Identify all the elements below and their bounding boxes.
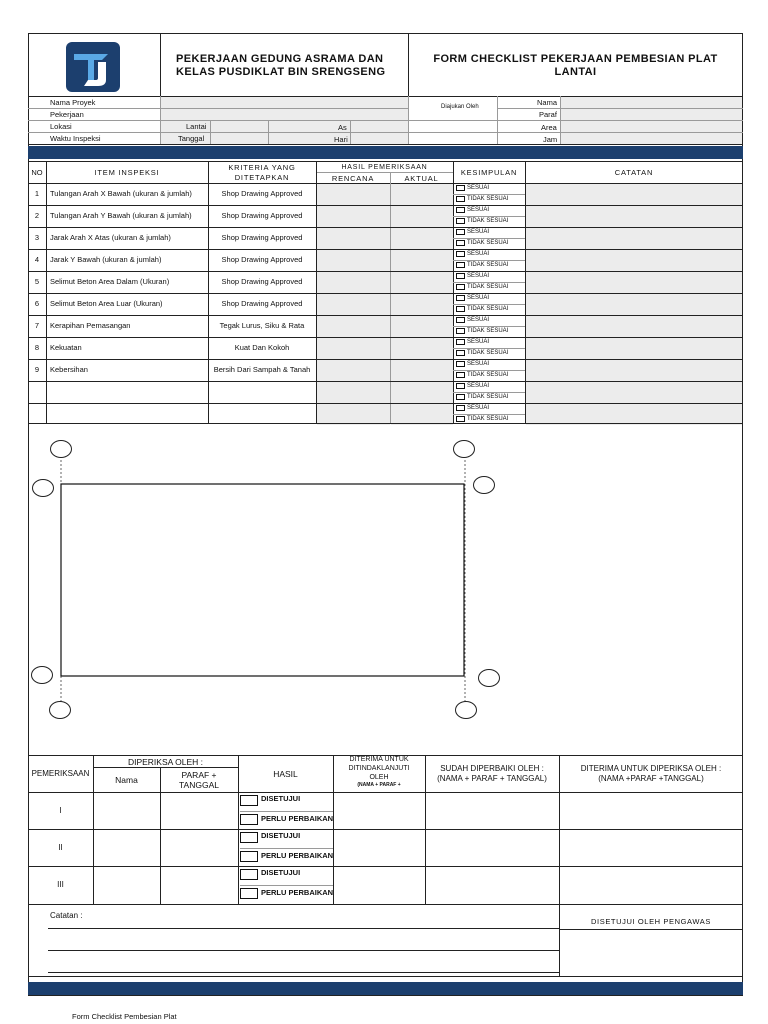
tidak-sesuai-label: TIDAK SESUAI [467, 416, 509, 422]
sesuai-checkbox[interactable] [456, 251, 465, 257]
rencana-cell [317, 360, 390, 381]
sesuai-label: SESUAI [467, 295, 490, 301]
kesimpulan-divider [453, 304, 525, 305]
header-divider-1 [160, 33, 161, 96]
grid-bubble-top-right [453, 440, 475, 458]
aktual-cell [391, 360, 453, 381]
aktual-cell [391, 382, 453, 403]
perlu-perbaikan-checkbox[interactable] [240, 814, 258, 825]
sesuai-checkbox[interactable] [456, 361, 465, 367]
catatan-cell [526, 206, 742, 227]
form-title-line2: LANTAI [554, 66, 597, 78]
sesuai-checkbox[interactable] [456, 207, 465, 213]
aktual-cell [391, 228, 453, 249]
rencana-cell [317, 382, 390, 403]
sesuai-label: SESUAI [467, 207, 490, 213]
col-catatan-header: CATATAN [614, 168, 654, 177]
perlu-perbaikan-label: PERLU PERBAIKAN [261, 814, 334, 823]
grid-bubble-right-bottom [478, 669, 500, 687]
sesuai-checkbox[interactable] [456, 405, 465, 411]
section-divider-bar [28, 146, 743, 159]
kriteria-label: Shop Drawing Approved [221, 277, 303, 286]
sesuai-checkbox[interactable] [456, 295, 465, 301]
row-number: 5 [34, 277, 40, 286]
pemeriksaan-round-label: II [58, 843, 63, 852]
kriteria-label: Shop Drawing Approved [221, 255, 303, 264]
kriteria-label: Shop Drawing Approved [221, 299, 303, 308]
kriteria-label: Bersih Dari Sampah & Tanah [213, 365, 311, 374]
kesimpulan-divider [453, 414, 525, 415]
disetujui-checkbox[interactable] [240, 832, 258, 843]
perlu-perbaikan-checkbox[interactable] [240, 888, 258, 899]
kesimpulan-divider [453, 370, 525, 371]
row-number: 4 [34, 255, 40, 264]
tidak-sesuai-label: TIDAK SESUAI [467, 328, 509, 334]
catatan-cell [526, 184, 742, 205]
disetujui-checkbox[interactable] [240, 869, 258, 880]
pemeriksaan-round-label: I [59, 806, 62, 815]
label-lantai: Lantai [186, 122, 207, 131]
tidak-sesuai-checkbox[interactable] [456, 262, 465, 268]
row-divider [28, 337, 743, 338]
hasil-header: HASIL [273, 769, 298, 779]
rencana-cell [317, 338, 390, 359]
diterima-header-1: DITERIMA UNTUK [349, 756, 409, 763]
diperiksa-header-1: DITERIMA UNTUK DIPERIKSA OLEH : [580, 764, 722, 773]
item-label: Jarak Arah X Atas (ukuran & jumlah) [50, 233, 171, 242]
nama-input[interactable] [562, 98, 740, 107]
company-logo [62, 40, 124, 94]
diperiksa-header-2: (NAMA +PARAF +TANGGAL) [598, 774, 704, 783]
row-divider [28, 227, 743, 228]
sesuai-label: SESUAI [467, 273, 490, 279]
rencana-cell [317, 228, 390, 249]
label-pekerjaan: Pekerjaan [50, 110, 84, 119]
kriteria-label: Shop Drawing Approved [221, 211, 303, 220]
row-number: 8 [34, 343, 40, 352]
tidak-sesuai-label: TIDAK SESUAI [467, 394, 509, 400]
col-kriteria-header-2: DITETAPKAN [234, 173, 290, 182]
disetujui-label: DISETUJUI [261, 868, 301, 877]
tidak-sesuai-checkbox[interactable] [456, 306, 465, 312]
diterima-header-2: DITINDAKLANJUTI [348, 765, 410, 772]
nama-header: Nama [115, 775, 138, 785]
nama-proyek-input[interactable] [162, 98, 406, 107]
col-aktual-header: AKTUAL [404, 174, 439, 183]
item-label: Selimut Beton Area Luar (Ukuran) [50, 299, 163, 308]
label-waktu-inspeksi: Waktu Inspeksi [50, 134, 101, 143]
tidak-sesuai-label: TIDAK SESUAI [467, 350, 509, 356]
row-number: 7 [34, 321, 40, 330]
tidak-sesuai-label: TIDAK SESUAI [467, 306, 509, 312]
row-number: 6 [34, 299, 40, 308]
label-paraf: Paraf [539, 110, 557, 119]
kriteria-label: Kuat Dan Kokoh [234, 343, 290, 352]
rencana-cell [317, 272, 390, 293]
label-jam: Jam [543, 135, 558, 144]
item-label: Jarak Y Bawah (ukuran & jumlah) [50, 255, 162, 264]
row-number: 1 [34, 189, 40, 198]
tidak-sesuai-checkbox[interactable] [456, 218, 465, 224]
rencana-cell [317, 184, 390, 205]
label-tanggal: Tanggal [178, 134, 205, 143]
pengawas-label: DISETUJUI OLEH PENGAWAS [591, 917, 711, 926]
sketch-area [28, 424, 743, 754]
grid-bubble-bottom-left [49, 701, 71, 719]
grid-bubble-bottom-right [455, 701, 477, 719]
tidak-sesuai-label: TIDAK SESUAI [467, 262, 509, 268]
sesuai-checkbox[interactable] [456, 229, 465, 235]
catatan-input[interactable] [50, 930, 555, 970]
sesuai-checkbox[interactable] [456, 185, 465, 191]
pemeriksaan-round-label: III [57, 880, 64, 889]
item-label: Kerapihan Pemasangan [50, 321, 131, 330]
tidak-sesuai-label: TIDAK SESUAI [467, 196, 509, 202]
kesimpulan-divider [453, 326, 525, 327]
disetujui-checkbox[interactable] [240, 795, 258, 806]
rencana-cell [317, 316, 390, 337]
tidak-sesuai-checkbox[interactable] [456, 372, 465, 378]
sesuai-label: SESUAI [467, 185, 490, 191]
aktual-cell [391, 294, 453, 315]
label-hari: Hari [334, 135, 348, 144]
sesuai-label: SESUAI [467, 405, 490, 411]
kriteria-label: Tegak Lurus, Siku & Rata [219, 321, 305, 330]
sesuai-checkbox[interactable] [456, 317, 465, 323]
sudah-diperbaiki-header-2: (NAMA + PARAF + TANGGAL) [437, 774, 547, 783]
label-nama: Nama [537, 98, 558, 107]
aktual-cell [391, 272, 453, 293]
tidak-sesuai-label: TIDAK SESUAI [467, 218, 509, 224]
tidak-sesuai-checkbox[interactable] [456, 350, 465, 356]
catatan-label: Catatan : [50, 911, 83, 920]
row-divider [28, 381, 743, 382]
kesimpulan-divider [453, 238, 525, 239]
diperiksa-oleh-header: DIPERIKSA OLEH : [127, 757, 204, 767]
slab-sketch [28, 424, 743, 754]
project-title-line2: KELAS PUSDIKLAT BIN SRENGSENG [176, 66, 386, 78]
row-divider [28, 205, 743, 206]
label-area: Area [541, 123, 557, 132]
col-hasil-header: HASIL PEMERIKSAAN [341, 164, 428, 171]
catatan-cell [526, 360, 742, 381]
col-kesimpulan-header: KESIMPULAN [460, 168, 518, 177]
perlu-perbaikan-label: PERLU PERBAIKAN [261, 851, 334, 860]
footer-label: Form Checklist Pembesian Plat [72, 1012, 177, 1021]
aktual-cell [391, 250, 453, 271]
col-rencana-header: RENCANA [331, 174, 375, 183]
tidak-sesuai-checkbox[interactable] [456, 284, 465, 290]
aktual-cell [391, 316, 453, 337]
perlu-perbaikan-checkbox[interactable] [240, 851, 258, 862]
grid-bubble-top-left [50, 440, 72, 458]
grid-bubble-left-top [32, 479, 54, 497]
col-kriteria-header-1: KRITERIA YANG [228, 163, 296, 172]
sudah-diperbaiki-header-1: SUDAH DIPERBAIKI OLEH : [440, 764, 544, 773]
aktual-cell [391, 404, 453, 425]
paraf-header-2: TANGGAL [179, 780, 219, 790]
sesuai-checkbox[interactable] [456, 339, 465, 345]
row-number: 3 [34, 233, 40, 242]
kriteria-label: Shop Drawing Approved [221, 233, 303, 242]
pemeriksaan-header: PEMERIKSAAN [31, 769, 90, 778]
project-title-line1: PEKERJAAN GEDUNG ASRAMA DAN [176, 53, 384, 65]
catatan-cell [526, 316, 742, 337]
row-divider [28, 315, 743, 316]
item-label: Tulangan Arah X Bawah (ukuran & jumlah) [50, 189, 192, 198]
row-divider [28, 359, 743, 360]
sesuai-label: SESUAI [467, 339, 490, 345]
row-divider [28, 403, 743, 404]
sesuai-label: SESUAI [467, 229, 490, 235]
rencana-cell [317, 206, 390, 227]
kesimpulan-divider [453, 392, 525, 393]
grid-bubble-left-bottom [31, 666, 53, 684]
rencana-cell [317, 404, 390, 425]
col-no-header: NO [31, 168, 43, 177]
col-item-header: ITEM INSPEKSI [94, 168, 160, 177]
diterima-header-3: OLEH [369, 774, 389, 781]
diterima-header-4: (NAMA + PARAF + [357, 782, 401, 788]
label-as: As [338, 123, 347, 132]
tidak-sesuai-label: TIDAK SESUAI [467, 284, 509, 290]
row-divider [28, 249, 743, 250]
row-number: 2 [34, 211, 40, 220]
pekerjaan-input[interactable] [162, 110, 406, 119]
row-divider [28, 271, 743, 272]
row-number: 9 [34, 365, 40, 374]
tidak-sesuai-label: TIDAK SESUAI [467, 240, 509, 246]
label-diajukan-oleh: Diajukan Oleh [441, 104, 479, 110]
sesuai-label: SESUAI [467, 317, 490, 323]
tidak-sesuai-checkbox[interactable] [456, 416, 465, 422]
tidak-sesuai-checkbox[interactable] [456, 196, 465, 202]
tidak-sesuai-checkbox[interactable] [456, 328, 465, 334]
lokasi-input[interactable] [212, 122, 266, 131]
sesuai-label: SESUAI [467, 361, 490, 367]
tidak-sesuai-checkbox[interactable] [456, 240, 465, 246]
tidak-sesuai-checkbox[interactable] [456, 394, 465, 400]
bottom-divider-bar [28, 982, 743, 995]
sesuai-checkbox[interactable] [456, 273, 465, 279]
catatan-cell [526, 250, 742, 271]
row-divider [28, 293, 743, 294]
sesuai-label: SESUAI [467, 383, 490, 389]
rencana-cell [317, 294, 390, 315]
disetujui-label: DISETUJUI [261, 794, 301, 803]
rencana-cell [317, 250, 390, 271]
perlu-perbaikan-label: PERLU PERBAIKAN [261, 888, 334, 897]
form-title-line1: FORM CHECKLIST PEKERJAAN PEMBESIAN PLAT [433, 53, 718, 65]
item-label: Selimut Beton Area Dalam (Ukuran) [50, 277, 170, 286]
kesimpulan-divider [453, 260, 525, 261]
disetujui-label: DISETUJUI [261, 831, 301, 840]
kesimpulan-divider [453, 216, 525, 217]
catatan-cell [526, 294, 742, 315]
label-nama-proyek: Nama Proyek [50, 98, 96, 107]
catatan-cell [526, 228, 742, 249]
aktual-cell [391, 206, 453, 227]
aktual-cell [391, 338, 453, 359]
kriteria-label: Shop Drawing Approved [221, 189, 303, 198]
item-label: Kekuatan [50, 343, 82, 352]
catatan-cell [526, 382, 742, 403]
item-label: Kebersihan [50, 365, 88, 374]
sesuai-label: SESUAI [467, 251, 490, 257]
grid-bubble-right-top [473, 476, 495, 494]
kesimpulan-divider [453, 348, 525, 349]
item-label: Tulangan Arah Y Bawah (ukuran & jumlah) [50, 211, 192, 220]
aktual-cell [391, 184, 453, 205]
tidak-sesuai-label: TIDAK SESUAI [467, 372, 509, 378]
label-lokasi: Lokasi [50, 122, 72, 131]
kesimpulan-divider [453, 194, 525, 195]
catatan-cell [526, 404, 742, 425]
paraf-header-1: PARAF + [181, 770, 217, 780]
sesuai-checkbox[interactable] [456, 383, 465, 389]
catatan-cell [526, 272, 742, 293]
kesimpulan-divider [453, 282, 525, 283]
catatan-cell [526, 338, 742, 359]
